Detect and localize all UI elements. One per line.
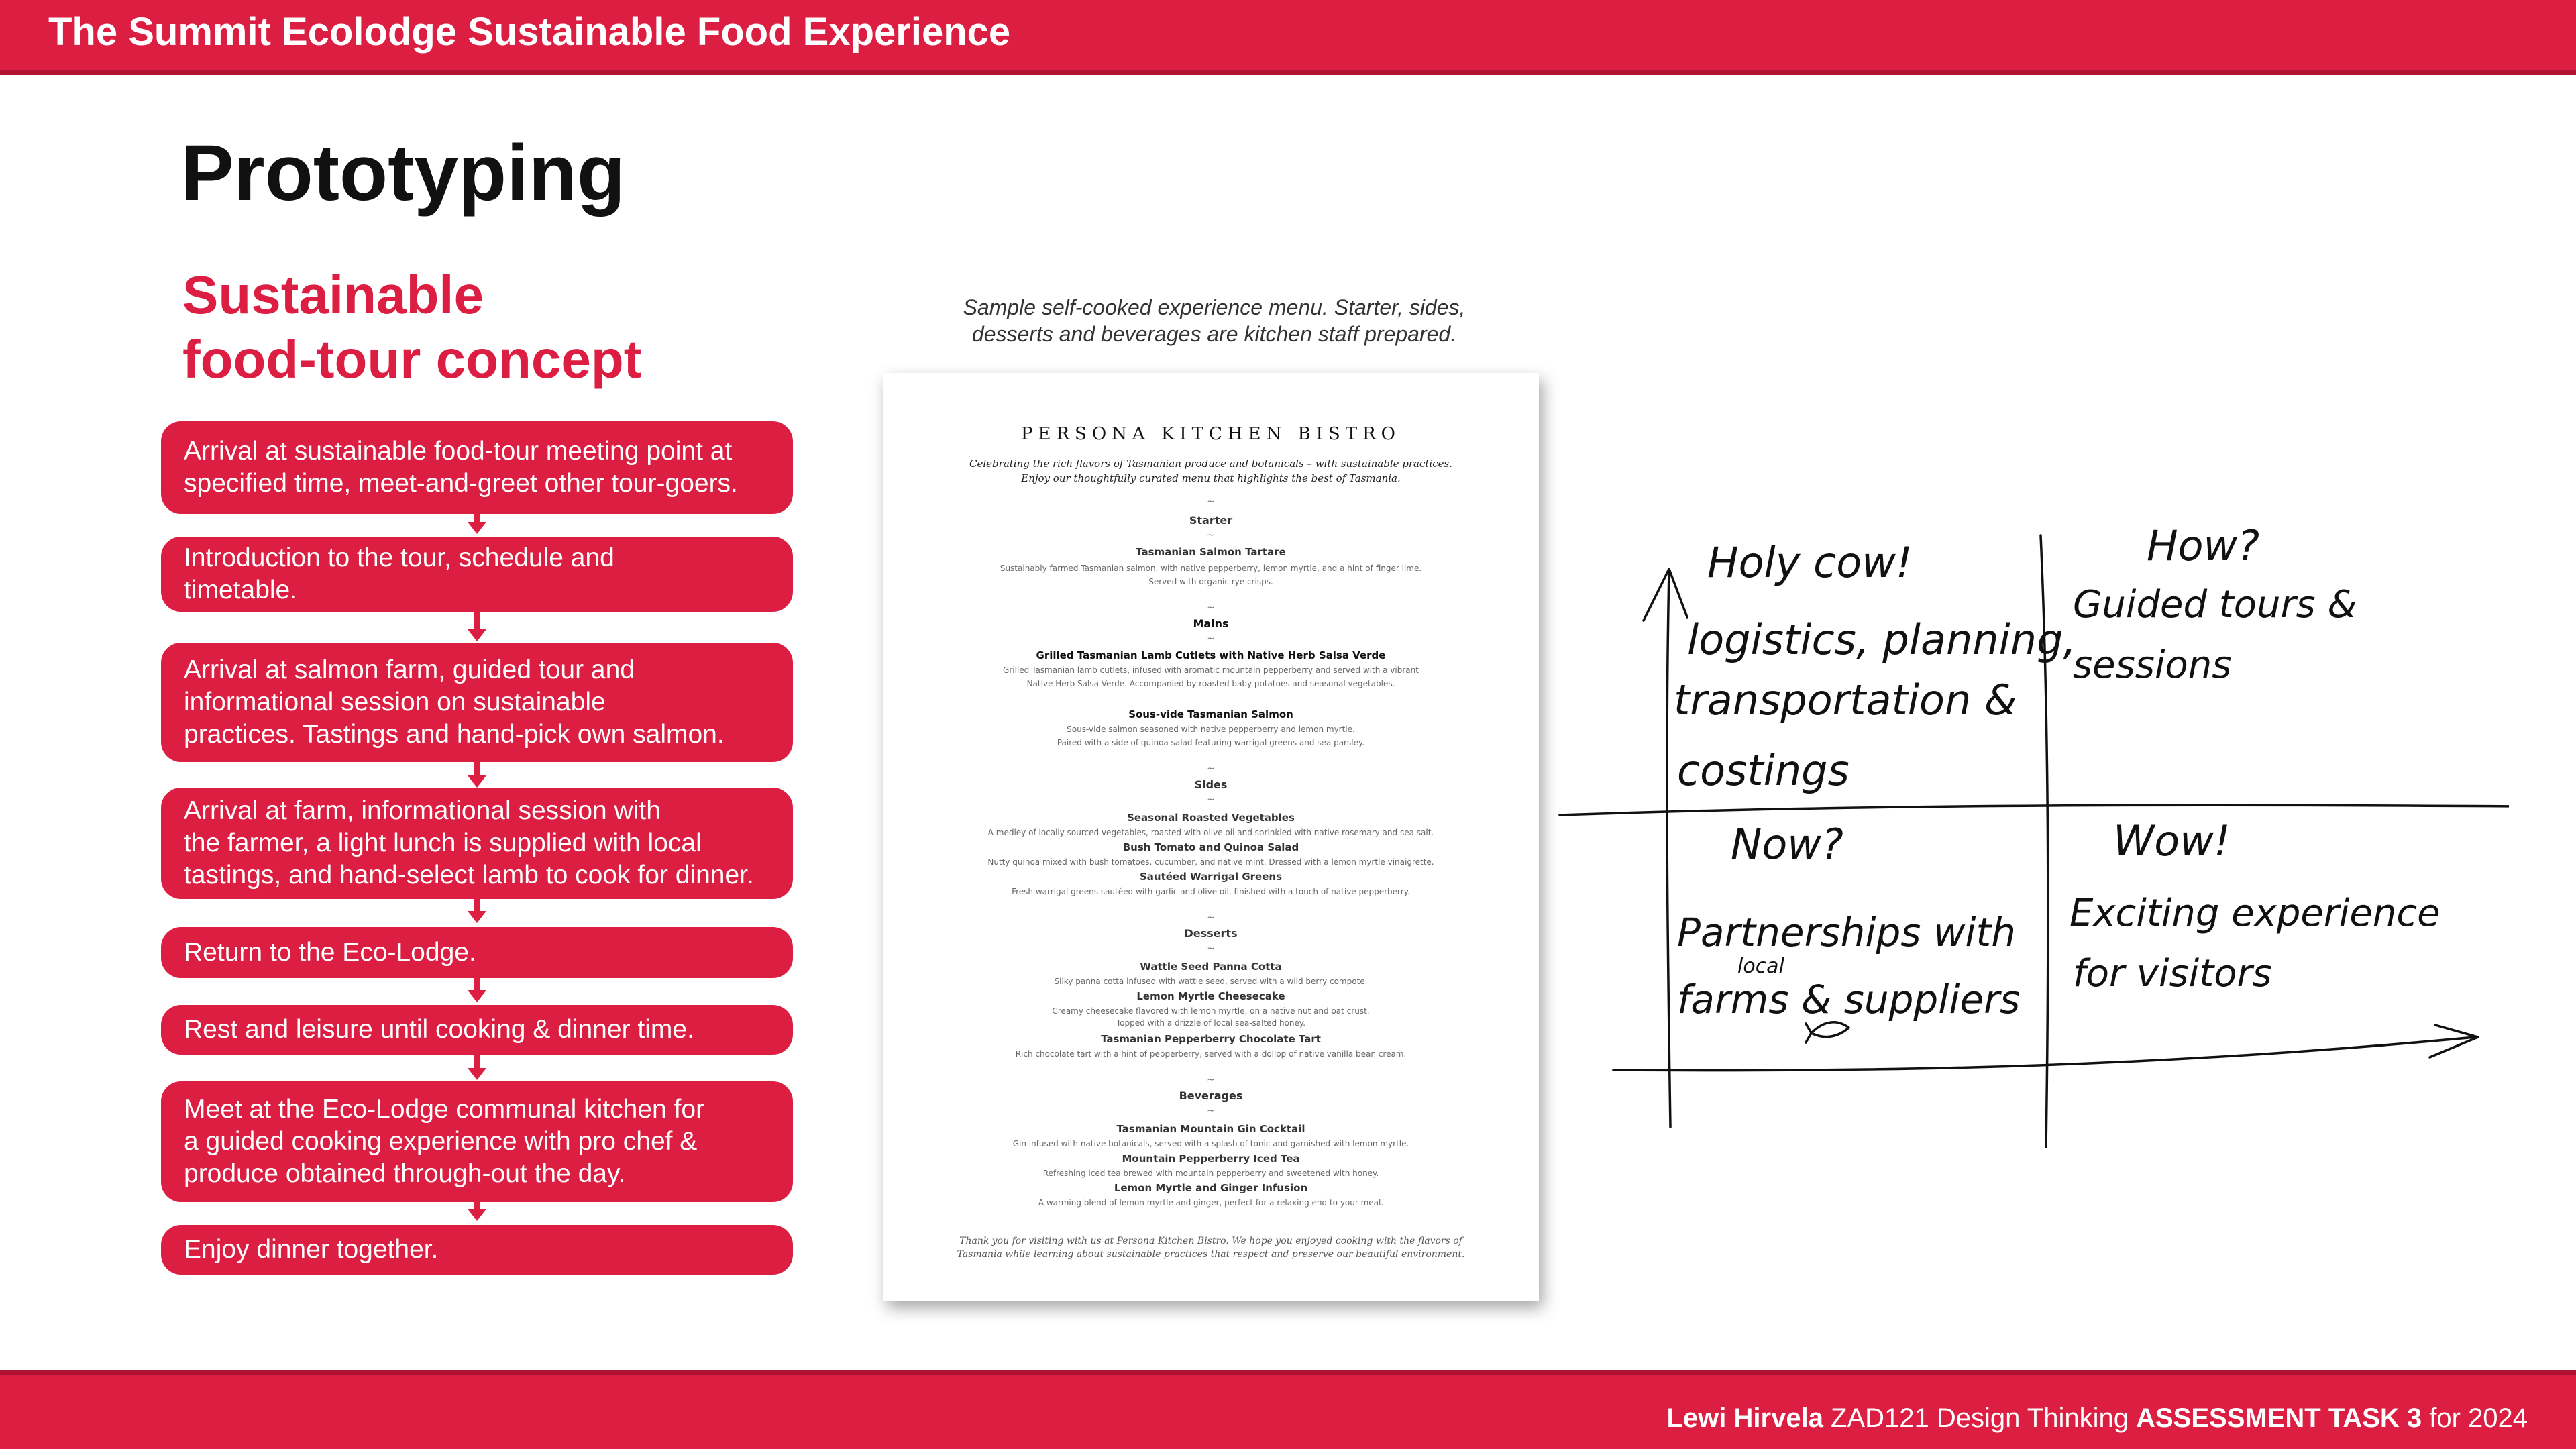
menu-dish-dessert-2: Lemon Myrtle Cheesecake <box>1136 990 1285 1002</box>
menu-dish-starter: Tasmanian Salmon Tartare <box>1136 546 1286 558</box>
subtitle-line-1: Sustainable <box>182 265 484 325</box>
menu-dish-desc: Rich chocolate tart with a hint of pepperberry, served with a dollop of native vanilla bean cream. <box>1015 1049 1407 1059</box>
section-subtitle <box>182 263 641 392</box>
sketch-q3-line-1: Partnerships with <box>1677 910 2017 955</box>
menu-dish-desc: Paired with a side of quinoa salad featuring warrigal greens and sea parsley. <box>1057 738 1365 747</box>
flow-arrow <box>474 1055 480 1071</box>
header-title: The Summit Ecolodge Sustainable Food Experience <box>48 10 1011 54</box>
menu-dish-beverage-1: Tasmanian Mountain Gin Cocktail <box>1116 1123 1305 1135</box>
menu-divider: ~ <box>1207 633 1215 644</box>
flow-arrow <box>474 1202 480 1212</box>
sketch-q4-heading: Wow! <box>2113 816 2231 865</box>
footer-author: Lewi Hirvela <box>1666 1403 1823 1433</box>
flow-arrow <box>474 978 480 993</box>
menu-dish-desc: Fresh warrigal greens sautéed with garlic and olive oil, finished with a touch of native pepperberry. <box>1012 887 1410 896</box>
sketch-q1-heading: Holy cow! <box>1707 538 1913 587</box>
menu-divider: ~ <box>1207 763 1215 774</box>
flow-step-text: Arrival at sustainable food-tour meeting point at specified time, meet-and-greet other tour-goers. <box>184 437 738 498</box>
menu-footer-line-2: Tasmania while learning about sustainable practices that respect and preserve our beautiful environment. <box>957 1249 1465 1260</box>
sketch-q3-local: local <box>1737 955 1784 978</box>
sketch-q3-heading: Now? <box>1731 820 1843 869</box>
flow-step-3 <box>161 643 793 762</box>
flow-step-text: Meet at the Eco-Lodge communal kitchen for a guided cooking experience with pro chef & produce obtained through-out the day. <box>184 1095 705 1188</box>
menu-intro-line-1: Celebrating the rich flavors of Tasmanian produce and botanicals – with sustainable practices. <box>969 458 1452 470</box>
menu-divider: ~ <box>1207 1106 1215 1116</box>
flow-step-text: Arrival at salmon farm, guided tour and informational session on sustainable practices. Tastings and hand-pick own salmon. <box>184 655 724 749</box>
menu-caption <box>899 294 1529 347</box>
flow-step-text: Arrival at farm, informational session with the farmer, a light lunch is supplied with local tastings, and hand-select lamb to cook for dinner. <box>184 796 754 890</box>
menu-intro <box>923 456 1499 486</box>
menu-divider: ~ <box>1207 943 1215 954</box>
menu-dish-desc: Sous-vide salmon seasoned with native pepperberry and lemon myrtle. <box>1067 724 1355 734</box>
menu-section-sides: Sides <box>1194 778 1228 791</box>
sketch-q4-line-1: Exciting experience <box>2070 892 2440 935</box>
footer-credit <box>1667 1403 2528 1434</box>
flow-arrow <box>474 612 480 632</box>
menu-dish-desc: Gin infused with native botanicals, served with a splash of tonic and garnished with lemon myrtle. <box>1012 1139 1409 1148</box>
menu-divider: ~ <box>1207 794 1215 805</box>
menu-dish-desc: Served with organic rye crisps. <box>1148 577 1273 586</box>
menu-section-beverages: Beverages <box>1179 1089 1243 1102</box>
sketch-q1-line-1: logistics, planning, <box>1687 615 2077 664</box>
flow-step-text: Introduction to the tour, schedule and timetable. <box>184 543 614 604</box>
menu-dish-desc: Sustainably farmed Tasmanian salmon, with native pepperberry, lemon myrtle, and a hint of finger lime. <box>1000 564 1422 573</box>
menu-section-starter: Starter <box>1189 514 1233 527</box>
flow-step-5 <box>161 927 793 978</box>
menu-dish-desc: Topped with a drizzle of local sea-salted honey. <box>1116 1018 1306 1028</box>
sketch-q3-line-2: farms & suppliers <box>1677 977 2021 1022</box>
sketch-q2-heading: How? <box>2147 521 2260 570</box>
sketch-vertical-axis <box>1667 570 1670 1127</box>
sketch-q2-line-1: Guided tours & <box>2073 583 2357 627</box>
menu-divider: ~ <box>1207 530 1215 541</box>
footer-year: for 2024 <box>2422 1403 2528 1433</box>
flow-step-4 <box>161 788 793 899</box>
caption-line-2: desserts and beverages are kitchen staff prepared. <box>971 322 1457 346</box>
flow-step-6 <box>161 1005 793 1055</box>
menu-dish-desc: Native Herb Salsa Verde. Accompanied by roasted baby potatoes and seasonal vegetables. <box>1026 679 1395 688</box>
page-title: Prototyping <box>181 129 626 217</box>
footer-task: ASSESSMENT TASK 3 <box>2136 1403 2422 1433</box>
sketch-q4-line-2: for visitors <box>2073 952 2272 996</box>
menu-dish-desc: Silky panna cotta infused with wattle seed, served with a wild berry compote. <box>1054 977 1368 986</box>
subtitle-line-2: food-tour concept <box>182 329 642 389</box>
flow-step-text: Enjoy dinner together. <box>184 1235 439 1264</box>
menu-dish-side-3: Sautéed Warrigal Greens <box>1139 871 1283 883</box>
sketch-q2-line-2: sessions <box>2073 643 2232 687</box>
menu-dish-beverage-3: Lemon Myrtle and Ginger Infusion <box>1114 1182 1308 1194</box>
flow-step-7 <box>161 1081 793 1202</box>
sample-menu-card <box>883 373 1539 1301</box>
menu-dish-main-1: Grilled Tasmanian Lamb Cutlets with Native Herb Salsa Verde <box>1036 649 1386 661</box>
menu-section-mains: Mains <box>1193 617 1229 630</box>
menu-dish-desc: A warming blend of lemon myrtle and ginger, perfect for a relaxing end to your meal. <box>1038 1198 1384 1208</box>
footer-bar <box>0 1370 2576 1449</box>
menu-section-desserts: Desserts <box>1184 927 1238 940</box>
sketch-center-horizontal-line <box>1560 805 2509 815</box>
flow-arrow <box>474 514 480 525</box>
menu-title: PERSONA KITCHEN BISTRO <box>1021 424 1401 444</box>
flow-arrow <box>474 762 480 778</box>
menu-divider: ~ <box>1207 496 1215 507</box>
menu-intro-line-2: Enjoy our thoughtfully curated menu that highlights the best of Tasmania. <box>1021 472 1401 484</box>
handdrawn-matrix-sketch <box>1543 483 2509 1154</box>
menu-footer-line-1: Thank you for visiting with us at Persona Kitchen Bistro. We hope you enjoyed cooking with the flavors of <box>959 1236 1462 1246</box>
menu-dish-beverage-2: Mountain Pepperberry Iced Tea <box>1122 1152 1300 1165</box>
header-bar <box>0 0 2576 75</box>
fish-doodle-icon <box>1806 1022 1849 1042</box>
menu-divider: ~ <box>1207 912 1215 923</box>
menu-dish-desc: Nutty quinoa mixed with bush tomatoes, cucumber, and native mint. Dressed with a lemon myrtle vinaigrette. <box>987 857 1434 867</box>
menu-dish-side-2: Bush Tomato and Quinoa Salad <box>1122 841 1299 853</box>
menu-dish-dessert-1: Wattle Seed Panna Cotta <box>1140 961 1282 973</box>
flow-step-1 <box>161 421 793 514</box>
menu-dish-side-1: Seasonal Roasted Vegetables <box>1127 812 1295 824</box>
sketch-horizontal-axis <box>1613 1037 2475 1071</box>
menu-dish-desc: Creamy cheesecake flavored with lemon myrtle, on a native nut and oat crust. <box>1052 1006 1370 1016</box>
footer-course: ZAD121 Design Thinking <box>1823 1403 2137 1433</box>
sketch-q1-line-2: transportation & <box>1674 676 2017 724</box>
menu-divider: ~ <box>1207 602 1215 613</box>
menu-dish-desc: A medley of locally sourced vegetables, roasted with olive oil and sprinkled with native rosemary and sea salt. <box>987 828 1434 837</box>
menu-dish-desc: Refreshing iced tea brewed with mountain pepperberry and sweetened with honey. <box>1042 1169 1379 1178</box>
menu-footer <box>923 1234 1499 1261</box>
caption-line-1: Sample self-cooked experience menu. Starter, sides, <box>963 295 1466 319</box>
menu-dish-desc: Grilled Tasmanian lamb cutlets, infused with aromatic mountain pepperberry and served with a vibrant <box>1003 665 1419 675</box>
flow-step-2 <box>161 537 793 612</box>
flow-step-text: Return to the Eco-Lodge. <box>184 938 476 967</box>
sketch-vertical-arrowhead <box>1644 569 1687 621</box>
sketch-q1-line-3: costings <box>1677 746 1849 795</box>
flow-step-text: Rest and leisure until cooking & dinner time. <box>184 1015 694 1044</box>
menu-dish-main-2: Sous-vide Tasmanian Salmon <box>1128 708 1293 720</box>
menu-divider: ~ <box>1207 1075 1215 1085</box>
menu-dish-dessert-3: Tasmanian Pepperberry Chocolate Tart <box>1101 1033 1321 1045</box>
flow-arrow <box>474 899 480 914</box>
flow-step-8 <box>161 1225 793 1275</box>
